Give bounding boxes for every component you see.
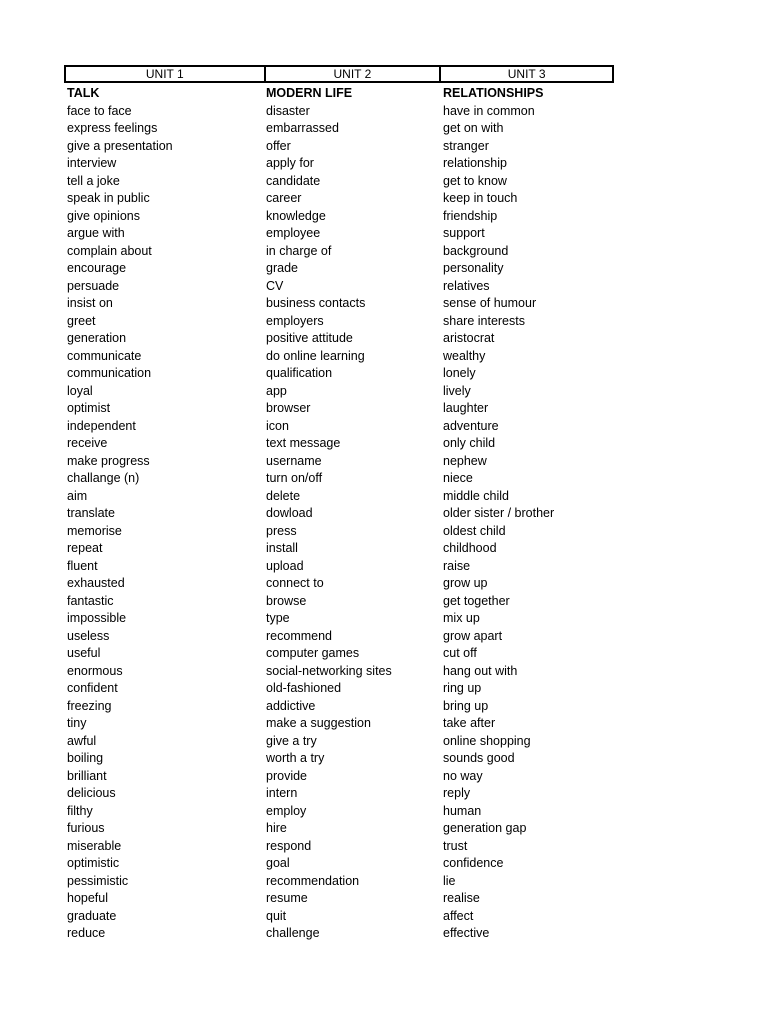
- vocab-word: old-fashioned: [266, 681, 342, 695]
- vocab-word: communicate: [67, 348, 142, 363]
- vocab-word: social-networking sites: [266, 663, 392, 678]
- vocab-word: adventure: [443, 418, 499, 433]
- vocab-word: stranger: [443, 138, 489, 153]
- vocab-word: friendship: [443, 208, 498, 223]
- vocab-word: independent: [67, 418, 136, 433]
- vocab-word: face to face: [67, 103, 132, 118]
- vocab-word: useful: [67, 646, 101, 660]
- vocab-word: upload: [266, 558, 304, 573]
- vocab-word: background: [443, 243, 509, 258]
- vocabulary-columns: [64, 85, 614, 943]
- vocab-word: lonely: [443, 366, 476, 380]
- unit-3-category: RELATIONSHIPS: [443, 86, 544, 100]
- vocab-word: browser: [266, 401, 311, 415]
- vocab-word: offer: [266, 138, 291, 153]
- vocab-word: lie: [443, 873, 456, 888]
- vocabulary-sheet: [64, 65, 614, 943]
- vocab-word: only child: [443, 436, 496, 450]
- vocab-word: icon: [266, 418, 289, 433]
- vocab-word: business contacts: [266, 296, 366, 310]
- vocab-word: encourage: [67, 261, 127, 275]
- unit-2-header: UNIT 2: [264, 67, 440, 81]
- vocab-word: provide: [266, 768, 307, 783]
- vocab-word: dowload: [266, 506, 313, 520]
- vocab-word: username: [266, 453, 322, 468]
- vocab-word: give a try: [266, 733, 317, 748]
- vocab-word: mix up: [443, 611, 480, 625]
- vocab-word: oldest child: [443, 523, 506, 538]
- vocab-word: get on with: [443, 121, 504, 135]
- vocab-word: ring up: [443, 681, 482, 695]
- vocab-word: computer games: [266, 646, 360, 660]
- vocab-word: candidate: [266, 173, 321, 188]
- vocab-word: intern: [266, 786, 298, 800]
- vocab-word: have in common: [443, 103, 535, 118]
- vocab-word: pessimistic: [67, 873, 129, 888]
- vocab-word: receive: [67, 436, 108, 450]
- vocab-word: career: [266, 191, 302, 205]
- vocab-word: sense of humour: [443, 296, 537, 310]
- vocab-word: argue with: [67, 226, 125, 240]
- vocab-word: useless: [67, 628, 110, 643]
- vocab-word: loyal: [67, 383, 93, 398]
- vocab-word: aristocrat: [443, 331, 495, 345]
- vocab-word: install: [266, 541, 298, 555]
- vocab-word: cut off: [443, 646, 477, 660]
- vocab-word: apply for: [266, 156, 314, 170]
- vocab-word: communication: [67, 366, 152, 380]
- vocab-word: grow up: [443, 576, 488, 590]
- vocab-word: qualification: [266, 366, 333, 380]
- vocab-word: addictive: [266, 698, 316, 713]
- unit-header-row: [64, 65, 614, 83]
- vocab-word: memorise: [67, 523, 122, 538]
- vocab-word: do online learning: [266, 348, 365, 363]
- vocab-word: generation: [67, 331, 127, 345]
- vocab-word: keep in touch: [443, 191, 518, 205]
- vocab-word: hire: [266, 821, 287, 835]
- vocab-word: repeat: [67, 541, 103, 555]
- vocab-word: text message: [266, 436, 341, 450]
- vocab-word: express feelings: [67, 121, 158, 135]
- vocab-word: grow apart: [443, 628, 503, 643]
- vocab-word: press: [266, 523, 297, 538]
- vocab-word: give opinions: [67, 208, 140, 223]
- vocab-word: make progress: [67, 453, 150, 468]
- vocab-word: niece: [443, 471, 473, 485]
- vocab-word: employee: [266, 226, 321, 240]
- vocab-word: employers: [266, 313, 324, 328]
- vocab-word: disaster: [266, 103, 310, 118]
- vocab-word: no way: [443, 768, 483, 783]
- vocab-word: speak in public: [67, 191, 150, 205]
- vocab-word: sounds good: [443, 751, 515, 765]
- unit-2-category: MODERN LIFE: [266, 86, 353, 100]
- vocab-word: filthy: [67, 803, 93, 818]
- vocab-word: optimist: [67, 401, 111, 415]
- vocab-word: complain about: [67, 243, 152, 258]
- vocab-word: reply: [443, 786, 471, 800]
- vocab-word: furious: [67, 821, 105, 835]
- vocab-word: online shopping: [443, 733, 531, 748]
- vocab-word: awful: [67, 733, 97, 748]
- vocab-word: laughter: [443, 401, 489, 415]
- vocab-word: give a presentation: [67, 138, 173, 153]
- vocab-word: personality: [443, 261, 504, 275]
- vocab-word: middle child: [443, 488, 510, 503]
- vocab-word: take after: [443, 716, 496, 730]
- vocab-word: freezing: [67, 698, 112, 713]
- vocab-word: type: [266, 611, 290, 625]
- vocab-word: older sister / brother: [443, 506, 555, 520]
- vocab-word: embarrassed: [266, 121, 339, 135]
- vocab-word: translate: [67, 506, 115, 520]
- vocab-word: delicious: [67, 786, 116, 800]
- vocab-word: in charge of: [266, 243, 332, 258]
- vocab-word: graduate: [67, 908, 117, 923]
- vocab-word: wealthy: [443, 348, 486, 363]
- vocab-word: tiny: [67, 716, 87, 730]
- vocab-word: quit: [266, 908, 287, 923]
- vocab-word: affect: [443, 908, 474, 923]
- vocab-word: positive attitude: [266, 331, 353, 345]
- vocab-word: connect to: [266, 576, 324, 590]
- vocab-word: challenge: [266, 926, 320, 940]
- vocab-word: recommendation: [266, 873, 360, 888]
- vocab-word: respond: [266, 838, 312, 853]
- vocab-word: relatives: [443, 278, 490, 293]
- vocab-word: childhood: [443, 541, 497, 555]
- unit-3-header: UNIT 3: [439, 67, 612, 81]
- unit-2-column: [263, 85, 440, 943]
- vocab-word: persuade: [67, 278, 120, 293]
- vocab-word: human: [443, 803, 482, 818]
- vocab-word: hang out with: [443, 663, 518, 678]
- vocab-word: impossible: [67, 611, 127, 625]
- vocab-word: effective: [443, 926, 490, 940]
- vocab-word: knowledge: [266, 208, 326, 223]
- vocab-word: interview: [67, 156, 117, 170]
- vocab-word: exhausted: [67, 576, 125, 590]
- vocab-word: resume: [266, 891, 308, 905]
- vocab-word: nephew: [443, 453, 487, 468]
- vocab-word: fantastic: [67, 593, 114, 608]
- vocab-word: get to know: [443, 173, 507, 188]
- vocab-word: delete: [266, 488, 301, 503]
- vocab-word: make a suggestion: [266, 716, 371, 730]
- vocab-word: confidence: [443, 856, 504, 870]
- vocab-word: tell a joke: [67, 173, 120, 188]
- vocab-word: lively: [443, 383, 471, 398]
- vocab-word: worth a try: [266, 751, 325, 765]
- unit-1-column: [64, 85, 263, 943]
- vocab-word: employ: [266, 803, 307, 818]
- vocab-word: fluent: [67, 558, 98, 573]
- vocab-word: optimistic: [67, 856, 120, 870]
- vocab-word: browse: [266, 593, 307, 608]
- vocab-word: greet: [67, 313, 96, 328]
- unit-1-category: TALK: [67, 86, 100, 100]
- vocab-word: miserable: [67, 838, 122, 853]
- vocab-word: bring up: [443, 698, 489, 713]
- vocab-word: CV: [266, 278, 284, 293]
- vocab-word: hopeful: [67, 891, 109, 905]
- vocab-word: goal: [266, 856, 290, 870]
- vocab-word: confident: [67, 681, 118, 695]
- vocab-word: turn on/off: [266, 471, 323, 485]
- vocab-word: realise: [443, 891, 480, 905]
- vocab-word: app: [266, 383, 287, 398]
- vocab-word: brilliant: [67, 768, 107, 783]
- vocab-word: challange (n): [67, 471, 140, 485]
- vocab-word: raise: [443, 558, 471, 573]
- vocab-word: relationship: [443, 156, 507, 170]
- vocab-word: boiling: [67, 751, 104, 765]
- vocab-word: share interests: [443, 313, 525, 328]
- vocab-word: get together: [443, 593, 510, 608]
- vocab-word: insist on: [67, 296, 113, 310]
- vocab-word: support: [443, 226, 485, 240]
- vocab-word: grade: [266, 261, 298, 275]
- unit-3-column: [440, 85, 614, 943]
- vocab-word: generation gap: [443, 821, 527, 835]
- unit-1-header: UNIT 1: [145, 67, 184, 81]
- vocab-word: reduce: [67, 926, 106, 940]
- vocab-word: trust: [443, 838, 468, 853]
- vocab-word: aim: [67, 488, 88, 503]
- vocab-word: recommend: [266, 628, 332, 643]
- vocab-word: enormous: [67, 663, 123, 678]
